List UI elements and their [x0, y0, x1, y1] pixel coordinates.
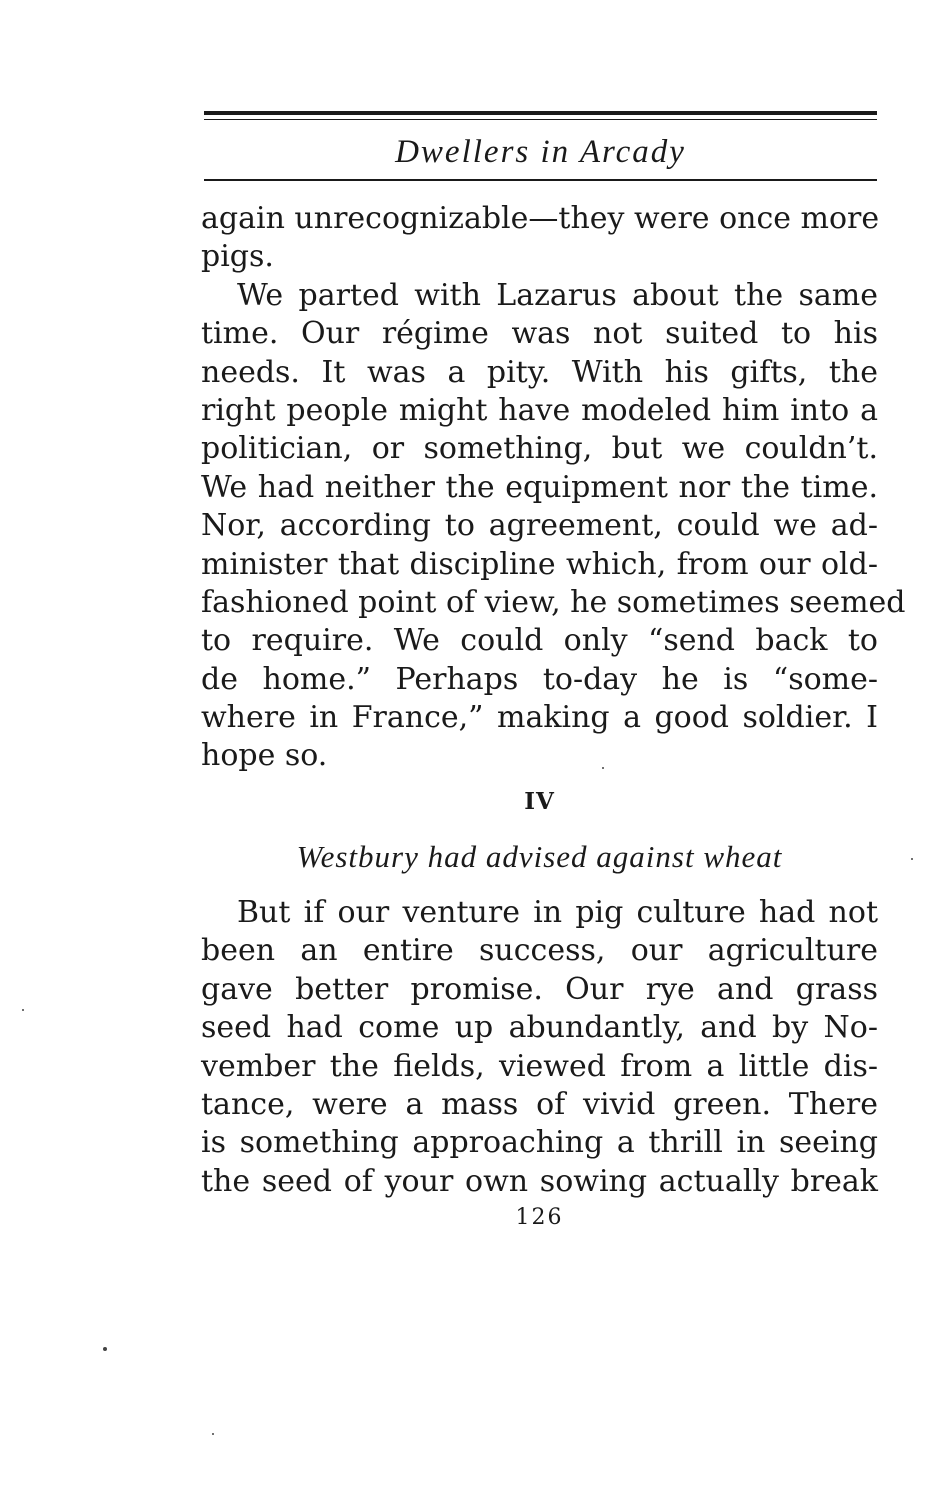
paragraph-3-line: is something approaching a thrill in seeing — [201, 1125, 878, 1161]
header-underline-rule — [204, 179, 877, 181]
scan-speck — [22, 1009, 24, 1011]
section-title: Westbury had advised against wheat — [296, 839, 783, 874]
running-head: Dwellers in Arcady — [395, 134, 686, 170]
header-double-rule-thick — [204, 111, 877, 115]
paragraph-2-line: politician, or something, but we couldn’t. — [201, 431, 878, 467]
paragraph-3-line: gave better promise. Our rye and grass — [201, 971, 878, 1007]
scan-speck — [103, 1347, 107, 1351]
paragraph-2-line: time. Our régime was not suited to his — [201, 316, 878, 352]
page-number: 126 — [515, 1205, 564, 1230]
scan-speck — [212, 1433, 214, 1435]
paragraph-2-line: fashioned point of view, he sometimes seemed — [201, 584, 906, 620]
paragraph-3-line: But if our venture in pig culture had not — [237, 895, 878, 930]
paragraph-1-line: pigs. — [201, 239, 274, 275]
paragraph-2-line: to require. We could only “send back to — [201, 623, 878, 659]
paragraph-1-line: again unrecognizable—they were once more — [201, 201, 880, 236]
paragraph-2-line: needs. It was a pity. With his gifts, the — [201, 354, 878, 390]
paragraph-3-line: the seed of your own sowing actually break — [201, 1163, 878, 1199]
paragraph-2-line: where in France,” making a good soldier. I — [201, 700, 878, 736]
paragraph-2-line: minister that discipline which, from our old- — [201, 546, 878, 582]
paragraph-2-line: de home.” Perhaps to-day he is “some- — [201, 661, 878, 697]
paragraph-3-line: seed had come up abundantly, and by No- — [201, 1010, 878, 1046]
paragraph-3-line: vember the fields, viewed from a little dis- — [201, 1048, 878, 1084]
header-double-rule-thin — [204, 119, 877, 120]
paragraph-2-line: Nor, according to agreement, could we ad- — [201, 508, 878, 544]
scan-speck — [602, 767, 604, 769]
paragraph-3-line: been an entire success, our agriculture — [201, 933, 878, 969]
paragraph-2-line: right people might have modeled him into a — [201, 392, 878, 428]
scan-speck — [911, 858, 913, 860]
section-number: IV — [524, 788, 555, 815]
paragraph-3-line: tance, were a mass of vivid green. There — [201, 1086, 878, 1122]
paragraph-2-line: We had neither the equipment nor the time. — [201, 469, 878, 505]
paragraph-2-line: hope so. — [201, 738, 328, 774]
body-text-lower — [201, 894, 878, 1201]
body-text-upper — [201, 200, 906, 776]
paragraph-2-line: We parted with Lazarus about the same — [237, 277, 878, 313]
